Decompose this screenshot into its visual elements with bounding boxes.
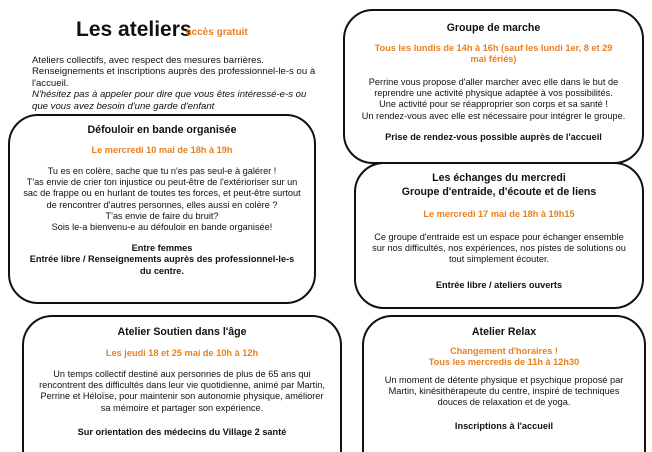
relax-body: Un moment de détente physique et psychique proposé par Martin, kinésithérapeute du centre, inspiré de techniques douces de relaxation et de yoga. bbox=[384, 375, 624, 408]
defouloir-date: Le mercredi 10 mai de 18h à 19h bbox=[91, 145, 233, 155]
defouloir-title: Défouloir en bande organisée bbox=[87, 124, 237, 136]
intro-line-2: Renseignements et inscriptions auprès des professionnel-le-s ou à l'accueil. bbox=[32, 66, 316, 89]
echanges-title-1: Les échanges du mercredi bbox=[432, 172, 566, 184]
echanges-body: Ce groupe d'entraide est un espace pour échanger ensemble sur nos difficultés, nos expériences, nos pistes de solutions ou tout simplement écouter. bbox=[372, 232, 626, 265]
soutien-title: Atelier Soutien dans l'âge bbox=[117, 326, 247, 338]
echanges-date: Le mercredi 17 mai de 18h à 19h15 bbox=[423, 209, 575, 219]
workshop-echanges bbox=[354, 162, 644, 309]
relax-title: Atelier Relax bbox=[471, 326, 537, 338]
marche-body-3: Un rendez-vous avec elle est nécessaire pour intégrer le groupe. bbox=[361, 110, 626, 121]
intro-text bbox=[32, 55, 317, 112]
echanges-title-2: Groupe d'entraide, d'écoute et de liens bbox=[401, 186, 597, 198]
workshop-defouloir bbox=[8, 114, 316, 304]
marche-note: Prise de rendez-vous possible auprès de l'accueil bbox=[385, 131, 602, 142]
free-access-tag: accès gratuit bbox=[186, 27, 248, 38]
soutien-date: Les jeudi 18 et 25 mai de 10h à 12h bbox=[105, 348, 259, 358]
soutien-body: Un temps collectif destiné aux personnes de plus de 65 ans qui rencontrent des difficultés dans leur vie quotidienne, animé par Martin, Perrine et Héloïse, pour maintenir son autonomie physique, améliorer sa mémoire et partager son expérience. bbox=[39, 369, 325, 413]
echanges-note: Entrée libre / ateliers ouverts bbox=[435, 279, 563, 290]
intro-italic: N'hésitez pas à appeler pour dire que vous êtes intéressé-e-s ou que vous avez besoin d'une garde d'enfant bbox=[32, 89, 307, 112]
defouloir-body-3: T'as envie de faire du bruit? bbox=[105, 210, 219, 221]
workshop-soutien bbox=[22, 315, 342, 452]
defouloir-body-1: Tu es en colère, sache que tu n'es pas seul-e à galérer ! bbox=[47, 166, 277, 176]
workshop-relax bbox=[362, 315, 646, 452]
defouloir-note-2: Entrée libre / Renseignements auprès des professionnel-le-s du centre. bbox=[29, 254, 295, 276]
defouloir-note-1: Entre femmes bbox=[131, 243, 193, 254]
marche-body-2: Une activité pour se réapproprier son corps et sa santé ! bbox=[379, 99, 608, 110]
workshop-marche bbox=[343, 9, 644, 164]
marche-title: Groupe de marche bbox=[446, 22, 541, 34]
relax-date-1: Changement d'horaires ! bbox=[450, 346, 558, 356]
defouloir-body-4: Sois le-a bienvenu-e au défouloir en bande organisée! bbox=[51, 222, 273, 233]
page-title: Les ateliers bbox=[76, 18, 192, 41]
defouloir-body-2: T'as envie de crier ton injustice ou peut-être de l'extérioriser sur un sac de frappe ou en hurlant de toutes tes forces, et peut-être surtout de rencontrer d'autres personnes, elles aussi en colère ? bbox=[23, 177, 301, 210]
marche-body-1: Perrine vous propose d'aller marcher avec elle dans le but de reprendre une activité physique adaptée à vos possibilités. bbox=[368, 77, 619, 99]
relax-date-2: Tous les mercredis de 11h à 12h30 bbox=[428, 357, 580, 367]
relax-note: Inscriptions à l'accueil bbox=[454, 420, 554, 431]
intro-line-1: Ateliers collectifs, avec respect des mesures barrières. bbox=[32, 55, 264, 66]
soutien-note: Sur orientation des médecins du Village 2 santé bbox=[77, 426, 287, 437]
marche-date: Tous les lundis de 14h à 16h (sauf les lundi 1er, 8 et 29 mai fériés) bbox=[374, 43, 613, 64]
